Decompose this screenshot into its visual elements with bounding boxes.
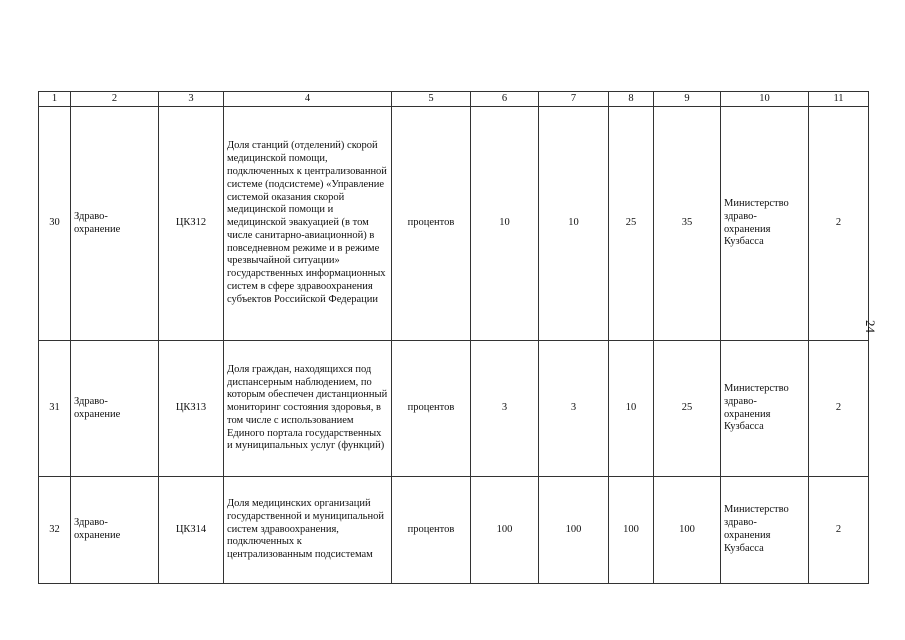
indicators-table	[38, 91, 869, 584]
value-cell: 2	[809, 477, 869, 584]
code-cell: ЦКЗ13	[159, 341, 224, 477]
value-cell: 100	[539, 477, 609, 584]
column-number: 9	[654, 92, 721, 107]
value-cell: 10	[471, 107, 539, 341]
unit-cell: процентов	[392, 477, 471, 584]
responsible-cell: Министерство здраво- охранения Кузбасса	[721, 477, 809, 584]
unit-cell: процентов	[392, 107, 471, 341]
code-cell: ЦКЗ12	[159, 107, 224, 341]
column-number: 10	[721, 92, 809, 107]
value-cell: 3	[471, 341, 539, 477]
row-number: 31	[39, 341, 71, 477]
column-number: 8	[609, 92, 654, 107]
column-number: 1	[39, 92, 71, 107]
column-number: 4	[224, 92, 392, 107]
value-cell: 100	[609, 477, 654, 584]
table-row	[39, 477, 869, 584]
value-cell: 2	[809, 107, 869, 341]
column-number: 2	[71, 92, 159, 107]
row-number: 32	[39, 477, 71, 584]
column-number-row	[39, 92, 869, 107]
value-cell: 100	[471, 477, 539, 584]
value-cell: 25	[654, 341, 721, 477]
sector-cell: Здраво- охранение	[71, 477, 159, 584]
column-number: 6	[471, 92, 539, 107]
column-number: 3	[159, 92, 224, 107]
responsible-cell: Министерство здраво- охранения Кузбасса	[721, 341, 809, 477]
indicator-cell: Доля станций (отделений) скорой медицинской помощи, подключенных к централизованной системе (подсистеме) «Управление системой оказания скорой медицинской помощи и медицинской эвакуацией (в том числе санитарно-авиационной) в повседневном режиме и в режиме чрезвычайной ситуации» государственных информационных систем в сфере здравоохранения субъектов Российской Федерации	[224, 107, 392, 341]
row-number: 30	[39, 107, 71, 341]
unit-cell: процентов	[392, 341, 471, 477]
value-cell: 25	[609, 107, 654, 341]
column-number: 11	[809, 92, 869, 107]
table-row	[39, 107, 869, 341]
page-number: 24	[863, 320, 878, 333]
value-cell: 35	[654, 107, 721, 341]
value-cell: 2	[809, 341, 869, 477]
indicator-cell: Доля граждан, находящихся под диспансерным наблюдением, по которым обеспечен дистанционный мониторинг состояния здоровья, в том числе с использованием Единого портала государственных и муниципальных услуг (функций)	[224, 341, 392, 477]
value-cell: 100	[654, 477, 721, 584]
column-number: 5	[392, 92, 471, 107]
table-row	[39, 341, 869, 477]
indicator-cell: Доля медицинских организаций государственной и муниципальной систем здравоохранения, подключенных к централизованным подсистемам	[224, 477, 392, 584]
code-cell: ЦКЗ14	[159, 477, 224, 584]
sector-cell: Здраво- охранение	[71, 107, 159, 341]
column-number: 7	[539, 92, 609, 107]
value-cell: 10	[539, 107, 609, 341]
value-cell: 3	[539, 341, 609, 477]
sector-cell: Здраво- охранение	[71, 341, 159, 477]
responsible-cell: Министерство здраво- охранения Кузбасса	[721, 107, 809, 341]
value-cell: 10	[609, 341, 654, 477]
